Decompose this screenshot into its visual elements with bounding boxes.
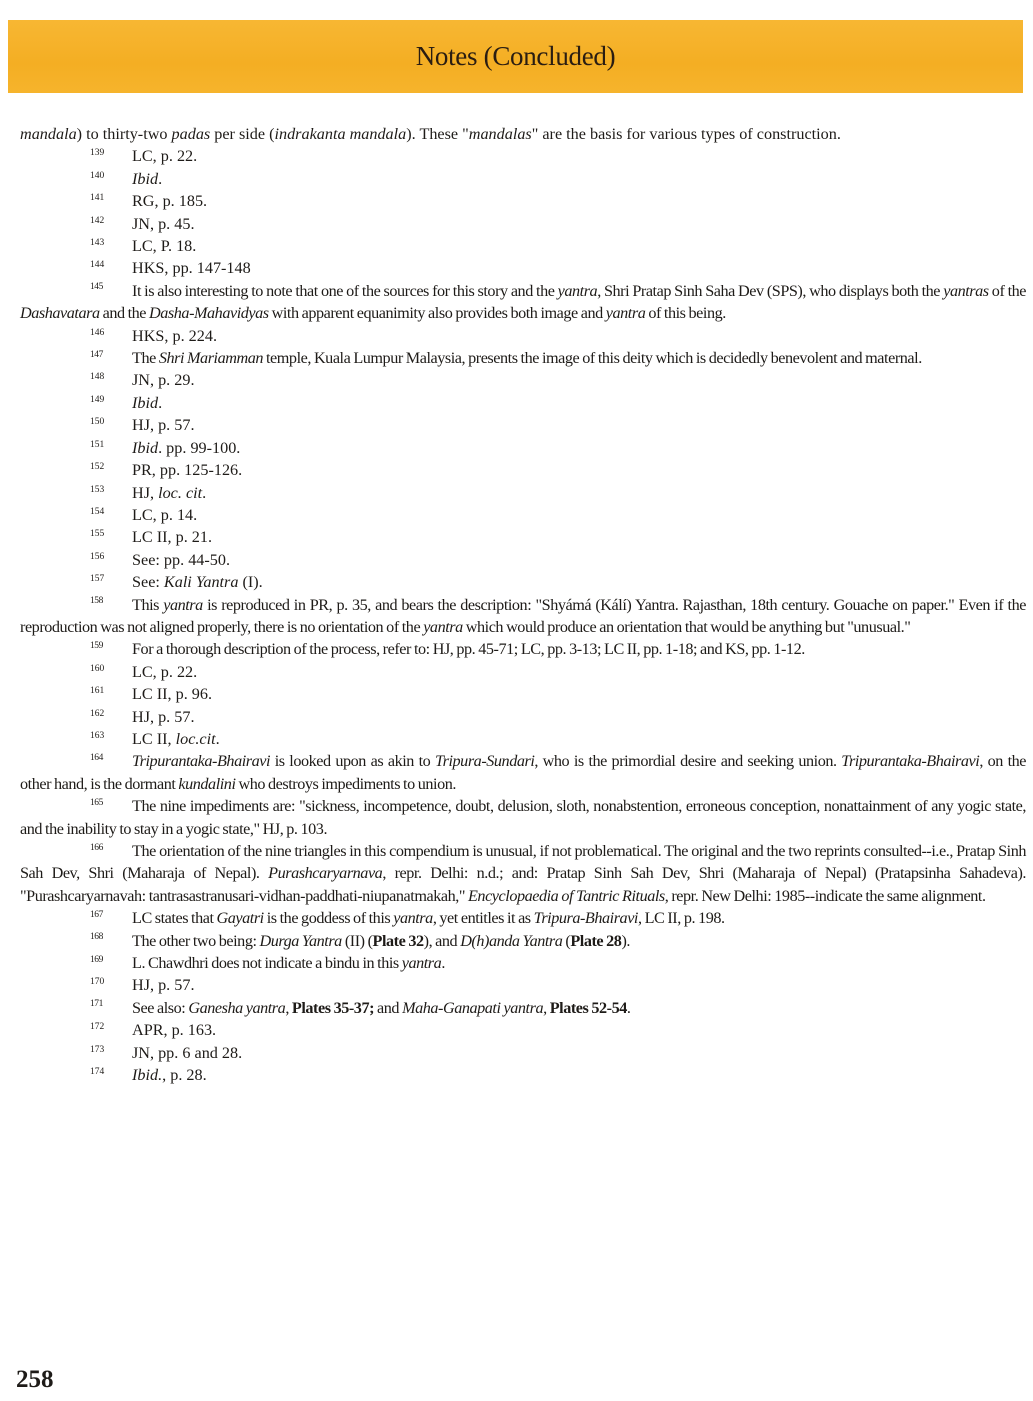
footnote-144	[20, 257, 1026, 279]
text-run: ,	[285, 998, 292, 1017]
text-run: LC states that	[132, 909, 217, 928]
text-run: , p. 28.	[162, 1066, 207, 1085]
italic-text: Encyclopaedia of Tantric Rituals	[467, 886, 665, 905]
text-run: , repr. Delhi: n.d.; and: Pratap Sinh Sah Dev, Shri (Maharaja of Nepal) (Pratapsinha Sahadeva). "Purashcaryarnavah: tantrasastranusari-vidhan-paddhati-niupanatmakah,"	[20, 864, 1026, 905]
footnote-165: 165 The nine impediments are: "sickness, incompetence, doubt, delusion, sloth, nonabstention, erroneous conception, nonattainment of any yogic state, and the inability to stay in a yogic state," HJ, p. 103.	[20, 797, 1026, 838]
footnote-number: 172	[90, 1022, 105, 1033]
page-number: 258	[16, 1366, 54, 1393]
text-run: with apparent equanimity also provides both image and	[268, 304, 606, 323]
footnote-167: 167 LC states that Gayatri is the goddess of this yantra, yet entitles it as Tripura-Bhairavi, LC II, p. 198.	[90, 909, 725, 928]
text-run: PR, pp. 125-126.	[132, 461, 243, 480]
text-run: who destroys impediments to union.	[235, 774, 456, 793]
text-run: is reproduced in PR, p. 35, and bears the description: "Shyámá (Kálí) Yantra. Rajasthan, 18th century. Gouache on paper." Even if the reproduction was not aligned properly, there is no orientation of the	[20, 595, 1026, 636]
footnote-number: 173	[90, 1044, 105, 1055]
text-run: JN, pp. 6 and 28.	[132, 1043, 243, 1062]
footnote-171: 171 See also: Ganesha yantra, Plates 35-37; and Maha-Ganapati yantra, Plates 52-54.	[90, 998, 631, 1017]
italic-text: yantra	[605, 304, 646, 323]
footnote-number: 153	[90, 484, 105, 495]
italic-text: Ibid	[132, 438, 159, 457]
text-run: The nine impediments are: "sickness, incompetence, doubt, delusion, sloth, nonabstention, erroneous conception, nonattainment of any yogic state, and the inability to stay in a yogic state," HJ, p. 103.	[20, 797, 1026, 838]
footnote-153	[20, 482, 1026, 504]
text-run: .	[626, 998, 631, 1017]
italic-text: Ibid.	[132, 1066, 163, 1085]
text-run: , LC II, p. 198.	[637, 909, 725, 928]
text-run: HKS, pp. 147-148	[132, 259, 251, 278]
text-run: .	[215, 729, 220, 748]
text-run: ,	[543, 998, 550, 1017]
footnote-number: 151	[90, 439, 105, 450]
italic-text: yantra	[557, 281, 598, 300]
italic-text: yantra	[393, 909, 433, 928]
italic-text: kundalini	[178, 774, 236, 793]
italic-text: Tripura-Sundari	[434, 752, 535, 771]
text-run: HJ, p. 57.	[132, 707, 195, 726]
italic-text: D(h)anda Yantra	[460, 931, 563, 950]
footnote-149	[20, 392, 1026, 414]
italic-text: yantra	[423, 617, 463, 636]
italic-text: Durga Yantra	[259, 931, 342, 950]
footnote-148	[20, 369, 1026, 391]
text-run: HJ, p. 57.	[132, 416, 195, 435]
footnote-169: 169 L. Chawdhri does not indicate a bindu in this yantra.	[90, 954, 445, 973]
footnote-145: 145 It is also interesting to note that one of the sources for this story and the yantra, Shri Pratap Sinh Saha Dev (SPS), who displays both the yantras of the Dashavatara and the Dasha-Mahavidyas with apparent equanimity also provides both image and yantra of this being.	[20, 281, 1026, 323]
text-run: ).	[621, 931, 630, 950]
text-run: JN, p. 29.	[132, 371, 195, 390]
text-run: RG, p. 185.	[132, 192, 208, 211]
footnote-number: 150	[90, 417, 105, 428]
italic-text: Ganesha yantra	[188, 998, 286, 1017]
bold-text: Plate 28	[570, 931, 622, 950]
italic-text: loc.cit	[175, 729, 216, 748]
footnote-number: 157	[90, 574, 105, 585]
footnote-151	[20, 437, 1026, 459]
italic-text: Dashavatara	[20, 304, 100, 323]
italic-text: Purashcaryarnava	[268, 864, 383, 883]
text-run: It is also interesting to note that one of the sources for this story and the	[132, 281, 558, 300]
text-run: The orientation of the nine triangles in this compendium is unusual, if not problematical. The original and the two reprints consulted--i.e., Pratap Sinh Sah Dev, Shri (Maharaja of Nepal).	[20, 842, 1026, 883]
bold-text: Plates 52-54	[549, 998, 627, 1017]
footnote-160	[20, 661, 1026, 683]
text-run: ), and	[423, 931, 461, 950]
text-run: ). These "	[406, 125, 469, 143]
italic-text: Maha-Ganapati yantra	[402, 998, 544, 1017]
footnote-number: 142	[90, 215, 105, 226]
footnote-number: 174	[90, 1067, 105, 1078]
footnote-170	[20, 974, 1026, 996]
text-run: , repr. New Delhi: 1985--indicate the same alignment.	[664, 886, 986, 905]
footnote-number: 163	[90, 730, 105, 741]
text-run: of the	[988, 281, 1026, 300]
text-run: . pp. 99-100.	[158, 438, 241, 457]
italic-text: padas	[171, 125, 211, 143]
footnote-154	[20, 504, 1026, 526]
italic-text: loc. cit	[158, 483, 203, 502]
text-run: LC, p. 22.	[132, 147, 198, 166]
italic-text: Dasha-Mahavidyas	[149, 304, 269, 323]
bold-text: Plates 35-37;	[291, 998, 375, 1017]
italic-text: yantra	[401, 954, 442, 973]
text-run: LC, p. 14.	[132, 505, 198, 524]
text-run: See:	[132, 573, 164, 592]
footnote-141	[20, 190, 1026, 212]
footnote-list	[20, 145, 1026, 1086]
text-run: LC II,	[132, 729, 176, 748]
italic-text: mandalas	[468, 125, 532, 143]
footnote-146	[20, 325, 1026, 347]
text-run: and the	[99, 304, 150, 323]
italic-text: Tripurantaka-Bhairavi	[841, 752, 980, 771]
italic-text: Tripurantaka-Bhairavi	[132, 752, 271, 771]
footnote-number: 140	[90, 170, 105, 181]
footnote-139	[20, 145, 1026, 167]
italic-text: Gayatri	[216, 909, 264, 928]
text-run: , Shri Pratap Sinh Saha Dev (SPS), who displays both the	[597, 281, 944, 300]
footnote-number: 160	[90, 663, 105, 674]
text-run: .	[202, 483, 207, 502]
footnote-number: 156	[90, 551, 105, 562]
text-run: (	[562, 931, 571, 950]
italic-text: Tripura-Bhairavi	[533, 909, 638, 928]
footnote-156	[20, 549, 1026, 571]
notes-body	[20, 123, 1026, 1086]
footnote-172	[20, 1019, 1026, 1041]
italic-text: Shri Mariamman	[158, 349, 263, 368]
footnote-159: 159 For a thorough description of the process, refer to: HJ, pp. 45-71; LC, pp. 3-13; LC II, pp. 1-18; and KS, pp. 1-12.	[90, 640, 805, 659]
footnote-142	[20, 213, 1026, 235]
footnote-161	[20, 683, 1026, 705]
footnote-number: 141	[90, 193, 105, 204]
text-run: See: pp. 44-50.	[132, 550, 231, 569]
footnote-number: 161	[90, 686, 105, 697]
footnote-number: 148	[90, 372, 105, 383]
italic-text: Kali Yantra	[163, 573, 239, 592]
text-run: .	[441, 954, 445, 973]
footnote-number: 146	[90, 327, 105, 338]
footnote-143	[20, 235, 1026, 257]
text-run: and	[374, 998, 403, 1017]
footnote-168: 168 The other two being: Durga Yantra (II) (Plate 32), and D(h)anda Yantra (Plate 28).	[90, 931, 630, 950]
footnote-162	[20, 706, 1026, 728]
text-run: LC, P. 18.	[132, 237, 197, 256]
text-run: .	[158, 169, 163, 188]
italic-text: yantras	[943, 281, 989, 300]
text-run: is looked upon as akin to	[270, 752, 435, 771]
footnote-164: 164 Tripurantaka-Bhairavi is looked upon as akin to Tripura-Sundari, who is the primordial desire and seeking union. Tripurantaka-Bhairavi, on the other hand, is the dormant kundalini who destroys impediments to union.	[20, 752, 1026, 793]
footnote-152	[20, 459, 1026, 481]
footnote-number: 139	[90, 148, 105, 159]
text-run: , who is the primordial desire and seeking union.	[534, 752, 842, 771]
footnote-163	[20, 728, 1026, 750]
bold-text: Plate 32	[372, 931, 424, 950]
text-run: LC, p. 22.	[132, 662, 198, 681]
text-run: which would produce an orientation that would be anything but "unusual."	[462, 617, 911, 636]
text-run: , on the other hand, is the dormant	[20, 752, 1026, 793]
italic-text: mandala	[20, 125, 77, 143]
footnote-number: 154	[90, 506, 105, 517]
text-run: " are the basis for various types of construction.	[531, 125, 841, 143]
footnote-number: 162	[90, 708, 105, 719]
text-run: For a thorough description of the process, refer to: HJ, pp. 45-71; LC, pp. 3-13; LC II, pp. 1-18; and KS, pp. 1-12.	[132, 640, 805, 659]
continuation-paragraph	[20, 123, 1026, 145]
italic-text: yantra	[163, 595, 203, 614]
text-run: of this being.	[645, 304, 726, 323]
footnote-147: 147 The Shri Mariamman temple, Kuala Lumpur Malaysia, presents the image of this deity which is decidedly benevolent and maternal.	[90, 349, 922, 368]
text-run: is the goddess of this	[263, 909, 394, 928]
text-run: LC II, p. 96.	[132, 685, 213, 704]
footnote-number: 155	[90, 529, 105, 540]
footnote-number: 144	[90, 260, 105, 271]
footnote-166: 166 The orientation of the nine triangles in this compendium is unusual, if not problematical. The original and the two reprints consulted--i.e., Pratap Sinh Sah Dev, Shri (Maharaja of Nepal). Purashcaryarnava, repr. Delhi: n.d.; and: Pratap Sinh Sah Dev, Shri (Maharaja of Nepal) (Pratapsinha Sahadeva). "Purashcaryarnavah: tantrasastranusari-vidhan-paddhati-niupanatmakah," Encyclopaedia of Tantric Rituals, repr. New Delhi: 1985--indicate the same alignment.	[20, 842, 1026, 905]
text-run: temple, Kuala Lumpur Malaysia, presents the image of this deity which is decidedly benevolent and maternal.	[263, 349, 922, 368]
text-run: (II) (	[341, 931, 373, 950]
footnote-150	[20, 414, 1026, 436]
text-run: JN, p. 45.	[132, 214, 195, 233]
italic-text: Ibid	[132, 393, 159, 412]
text-run: ) to thirty-two	[76, 125, 172, 143]
footnote-number: 152	[90, 462, 105, 473]
text-run: LC II, p. 21.	[132, 528, 213, 547]
text-run: APR, p. 163.	[132, 1021, 217, 1040]
text-run: , yet entitles it as	[432, 909, 534, 928]
text-run: HJ, p. 57.	[132, 976, 195, 995]
text-run: The other two being:	[132, 931, 260, 950]
text-run: The	[132, 349, 159, 368]
page-title: Notes (Concluded)	[415, 41, 616, 71]
italic-text: Ibid	[132, 169, 159, 188]
text-run: .	[158, 393, 163, 412]
text-run: See also:	[132, 998, 189, 1017]
italic-text: indrakanta mandala	[274, 125, 407, 143]
text-run: (I).	[238, 573, 263, 592]
text-run: HJ,	[132, 483, 159, 502]
footnote-number: 170	[90, 977, 105, 988]
footnote-174	[20, 1064, 1026, 1086]
footnote-157	[20, 571, 1026, 593]
footnote-155	[20, 526, 1026, 548]
text-run: HKS, p. 224.	[132, 326, 217, 345]
footnote-number: 143	[90, 238, 105, 249]
footnote-173	[20, 1042, 1026, 1064]
text-run: per side (	[210, 125, 275, 143]
footnote-158: 158 This yantra is reproduced in PR, p. 35, and bears the description: "Shyámá (Kálí) Yantra. Rajasthan, 18th century. Gouache on paper." Even if the reproduction was not aligned properly, there is no orientation of the yantra which would produce an orientation that would be anything but "unusual."	[20, 595, 1026, 636]
text-run: L. Chawdhri does not indicate a bindu in this	[132, 954, 402, 973]
footnote-number: 149	[90, 394, 105, 405]
footnote-140	[20, 168, 1026, 190]
text-run: This	[132, 595, 164, 614]
header-banner	[8, 20, 1023, 93]
